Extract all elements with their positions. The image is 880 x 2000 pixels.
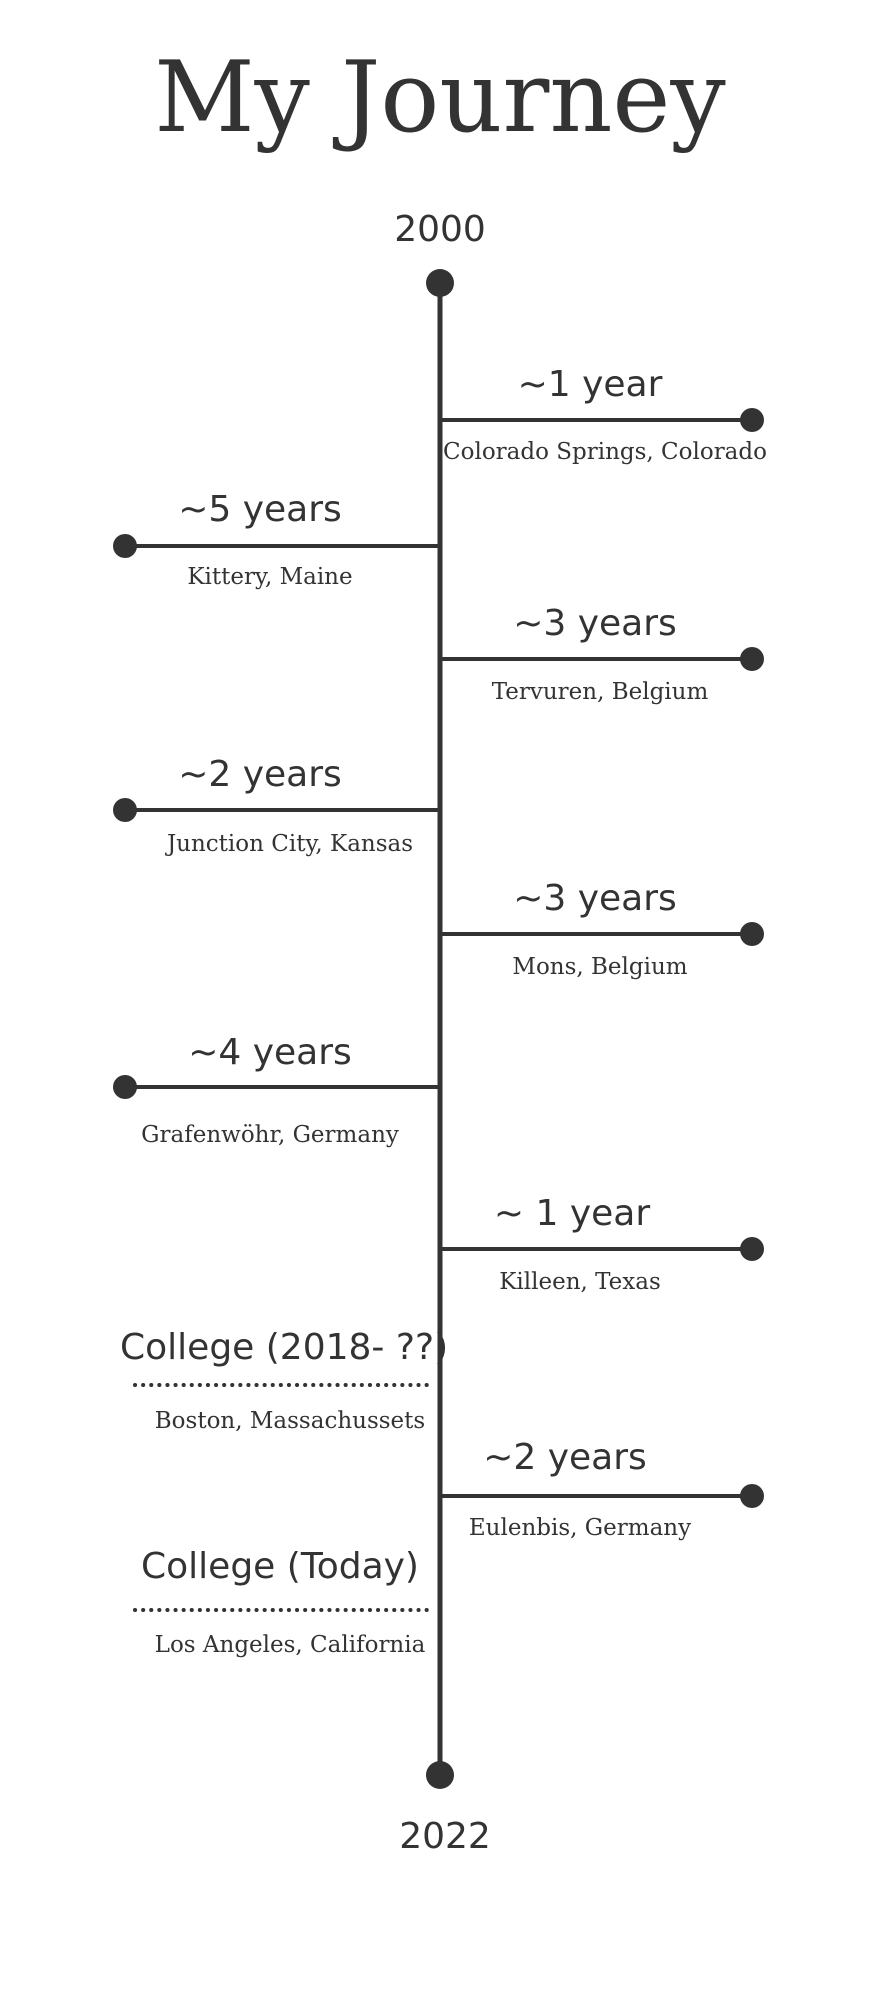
entry-duration-8: College (2018- ??): [120, 1327, 449, 1368]
entry-place-1: Colorado Springs, Colorado: [443, 439, 767, 465]
entry-node-3: [740, 647, 764, 671]
entry-place-7: Killeen, Texas: [499, 1269, 661, 1295]
entry-duration-10: College (Today): [141, 1546, 419, 1587]
entry-node-6: [113, 1075, 137, 1099]
entry-node-4: [113, 798, 137, 822]
start-year-label: 2000: [394, 209, 486, 250]
entry-node-7: [740, 1237, 764, 1261]
entry-duration-7: ~ 1 year: [493, 1193, 651, 1234]
entry-node-1: [740, 408, 764, 432]
entry-place-6: Grafenwöhr, Germany: [141, 1122, 399, 1148]
entry-node-2: [113, 534, 137, 558]
entry-place-5: Mons, Belgium: [512, 954, 688, 980]
page-title: My Journey: [154, 41, 726, 155]
timeline-end-node: [426, 1761, 454, 1789]
entry-duration-5: ~3 years: [513, 878, 677, 919]
entry-node-9: [740, 1484, 764, 1508]
entry-duration-9: ~2 years: [483, 1437, 647, 1478]
timeline-start-node: [426, 269, 454, 297]
entry-place-10: Los Angeles, California: [154, 1632, 426, 1658]
entry-duration-6: ~4 years: [188, 1032, 352, 1073]
entry-duration-3: ~3 years: [513, 603, 677, 644]
entry-duration-2: ~5 years: [178, 489, 342, 530]
entry-duration-4: ~2 years: [178, 754, 342, 795]
entry-node-5: [740, 922, 764, 946]
end-year-label: 2022: [399, 1816, 491, 1857]
entry-place-4: Junction City, Kansas: [166, 831, 414, 857]
entry-duration-1: ~1 year: [517, 364, 663, 405]
entry-place-2: Kittery, Maine: [187, 564, 353, 590]
entry-place-8: Boston, Massachussets: [154, 1408, 426, 1434]
entry-place-3: Tervuren, Belgium: [491, 679, 709, 705]
entry-place-9: Eulenbis, Germany: [468, 1515, 692, 1541]
